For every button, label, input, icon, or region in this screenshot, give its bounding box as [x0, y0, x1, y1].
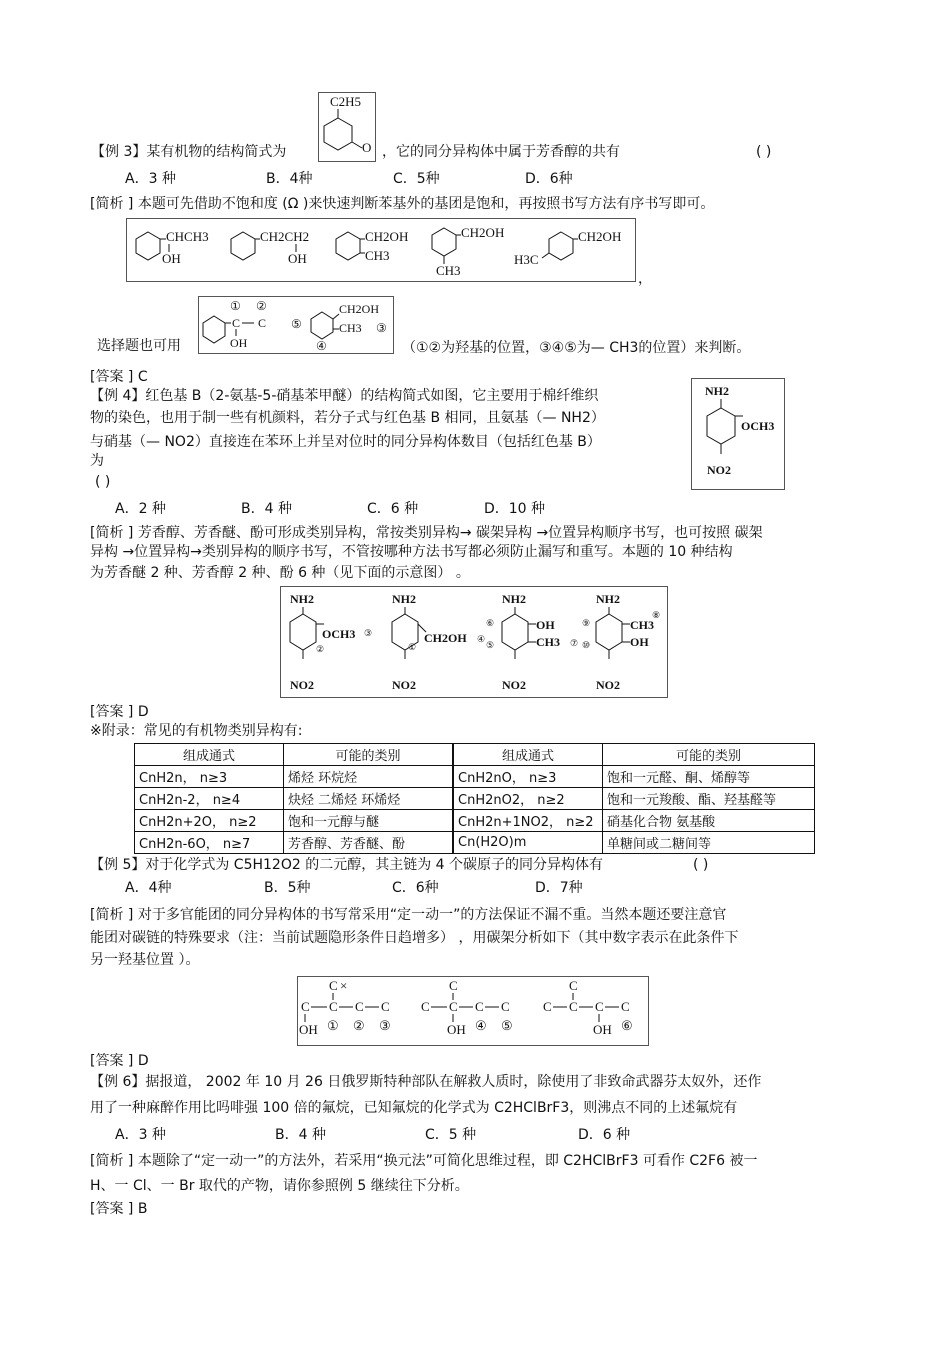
- table-row: [135, 788, 815, 810]
- svg-text:NH2: NH2: [596, 592, 620, 606]
- ex3-question: 【例 3】某有机物的结构简式为: [91, 144, 287, 160]
- svg-text:⑧: ⑧: [652, 610, 661, 620]
- svg-text:C: C: [569, 999, 578, 1014]
- table-cell: 饱和一元醇与醚: [284, 810, 454, 832]
- ex3-paren: ( ): [756, 144, 772, 160]
- ex4-line-3: 与硝基（— NO2）直接连在苯环上并呈对位时的同分异构体数目（包括红色基 B）: [90, 434, 601, 450]
- svg-text:CH3: CH3: [536, 635, 560, 649]
- svg-text:④: ④: [477, 634, 486, 644]
- ex4-analysis-1: [简析 ] 芳香醇、芳香醚、酚可形成类别异构，常按类别异构→ 碳架异构 →位置异构顺序书写，也可按照 碳架: [90, 525, 763, 541]
- ex3-question-structure: [318, 92, 376, 166]
- svg-text:①: ①: [327, 1018, 339, 1033]
- ex4-isomers-figure: [280, 586, 668, 702]
- table-cell: 炔烃 二烯烃 环烯烃: [284, 788, 454, 810]
- svg-text:×: ×: [340, 978, 348, 993]
- table-cell: CnH2n+2O， n≥2: [135, 810, 284, 832]
- svg-text:⑥: ⑥: [621, 1018, 633, 1033]
- ex5-analysis-3: 另一羟基位置 ）。: [90, 952, 200, 968]
- svg-text:④: ④: [475, 1018, 487, 1033]
- ex5-carbon-skeleton-figure: [297, 976, 649, 1050]
- svg-text:OCH3: OCH3: [741, 419, 775, 433]
- ex6-analysis-1: [简析 ] 本题除了“定一动一”的方法外，若采用“换元法”可简化思维过程，即 C2HClBrF3 可看作 C2F6 被一: [90, 1153, 758, 1169]
- svg-text:CH2OH: CH2OH: [461, 225, 505, 240]
- svg-text:CH2OH: CH2OH: [578, 229, 622, 244]
- ex6-option-a: A．3 种: [115, 1127, 166, 1143]
- svg-text:CH3: CH3: [365, 248, 390, 263]
- svg-text:①: ①: [408, 642, 417, 652]
- svg-text:C: C: [381, 999, 390, 1014]
- svg-text:⑤: ⑤: [501, 1018, 513, 1033]
- svg-text:⑨: ⑨: [582, 618, 591, 628]
- table-header: 组成通式: [453, 744, 603, 766]
- svg-text:NO2: NO2: [596, 678, 620, 692]
- ex5-option-a: A．4种: [125, 880, 172, 896]
- svg-text:C: C: [595, 999, 604, 1014]
- ex3-comma: ，: [638, 271, 652, 287]
- table-cell: CnH2n+1NO2， n≥2: [453, 810, 603, 832]
- ex3-question-tail: ，它的同分异构体中属于芳香醇的共有: [382, 144, 620, 160]
- svg-text:NH2: NH2: [392, 592, 416, 606]
- svg-text:OH: OH: [299, 1022, 318, 1037]
- table-cell: CnH2n-6O， n≥7: [135, 832, 284, 854]
- svg-text:NO2: NO2: [502, 678, 526, 692]
- svg-text:⑩: ⑩: [582, 640, 591, 650]
- table-header: 可能的类别: [284, 744, 454, 766]
- table-row: [135, 810, 815, 832]
- svg-text:C: C: [301, 999, 310, 1014]
- ex3-alt-suffix: （①②为羟基的位置，③④⑤为— CH3的位置）来判断。: [402, 340, 751, 356]
- ex3-mol-o: O: [362, 140, 372, 155]
- svg-text:C: C: [421, 999, 430, 1014]
- table-cell: 单糖间或二糖间等: [603, 832, 815, 854]
- ex6-answer: [答案 ] B: [90, 1201, 148, 1217]
- ex3-option-a: A．3 种: [125, 171, 176, 187]
- ex4-analysis-3: 为芳香醚 2 种、芳香醇 2 种、酚 6 种（见下面的示意图） 。: [90, 565, 470, 581]
- svg-text:OH: OH: [230, 336, 248, 350]
- ex4-paren: ( ): [95, 474, 111, 490]
- ex3-option-b: B．4种: [266, 171, 313, 187]
- isomer-class-table: [134, 743, 815, 854]
- table-cell: CnH2n-2， n≥4: [135, 788, 284, 810]
- ex4-structure-figure: [691, 378, 785, 494]
- ex4-option-b: B．4 种: [241, 501, 292, 517]
- svg-text:⑥: ⑥: [486, 618, 495, 628]
- ex3-alt-prefix: 选择题也可用: [97, 338, 181, 354]
- ex6-analysis-2: H、一 Cl、一 Br 取代的产物，请你参照例 5 继续往下分析。: [90, 1178, 469, 1194]
- svg-text:①: ①: [230, 299, 241, 313]
- svg-text:C: C: [232, 316, 241, 330]
- ex6-option-c: C．5 种: [425, 1127, 477, 1143]
- table-cell: 硝基化合物 氨基酸: [603, 810, 815, 832]
- table-cell: CnH2nO2， n≥2: [453, 788, 603, 810]
- ex4-option-d: D．10 种: [484, 501, 546, 517]
- svg-text:NH2: NH2: [290, 592, 314, 606]
- svg-text:C: C: [475, 999, 484, 1014]
- svg-text:NH2: NH2: [502, 592, 526, 606]
- table-header-row: [135, 744, 815, 766]
- table-row: [135, 832, 815, 854]
- svg-text:H3C: H3C: [514, 252, 539, 267]
- ex3-option-c: C．5种: [393, 171, 440, 187]
- svg-text:CH3: CH3: [339, 321, 362, 335]
- ex5-option-b: B．5种: [264, 880, 311, 896]
- ex5-analysis-2: 能团对碳链的特殊要求（注：当前试题隐形条件日趋增多） ，用碳架分析如下（其中数字表示在此条件下: [90, 930, 739, 946]
- svg-text:③: ③: [379, 1018, 391, 1033]
- ex3-isomer-figure: [126, 218, 636, 286]
- svg-text:CH2OH: CH2OH: [339, 302, 380, 316]
- svg-text:NO2: NO2: [392, 678, 416, 692]
- svg-text:C: C: [329, 999, 338, 1014]
- ex6-option-b: B．4 种: [275, 1127, 326, 1143]
- ex4-line-2: 物的染色，也用于制一些有机颜料，若分子式与红色基 B 相同，且氨基（— NH2）: [90, 410, 605, 426]
- svg-text:OH: OH: [593, 1022, 612, 1037]
- svg-text:OH: OH: [630, 635, 649, 649]
- svg-text:OH: OH: [447, 1022, 466, 1037]
- svg-text:CH3: CH3: [436, 263, 461, 278]
- ex5-analysis-1: [简析 ] 对于多官能团的同分异构体的书写常采用“定一动一”的方法保证不漏不重。当然本题还要注意官: [90, 907, 727, 923]
- svg-text:OH: OH: [536, 618, 555, 632]
- svg-text:⑦: ⑦: [570, 638, 579, 648]
- svg-text:②: ②: [316, 644, 325, 654]
- svg-text:C: C: [501, 999, 510, 1014]
- table-cell: 烯烃 环烷烃: [284, 766, 454, 788]
- svg-text:C: C: [569, 978, 578, 993]
- ex4-line-4: 为: [90, 453, 104, 469]
- svg-text:C: C: [329, 978, 338, 993]
- svg-text:②: ②: [353, 1018, 365, 1033]
- svg-text:⑤: ⑤: [486, 640, 495, 650]
- svg-text:NO2: NO2: [707, 463, 731, 477]
- ex4-option-a: A．2 种: [115, 501, 166, 517]
- svg-text:③: ③: [376, 321, 387, 335]
- ex4-analysis-2: 异构 →位置异构→类别异构的顺序书写，不管按哪种方法书写都必须防止漏写和重写。本题的 10 种结构: [90, 544, 733, 560]
- table-header: 组成通式: [135, 744, 284, 766]
- ex5-option-c: C．6种: [392, 880, 439, 896]
- ex3-answer: [答案 ] C: [90, 369, 148, 385]
- ex5-answer: [答案 ] D: [90, 1053, 149, 1069]
- svg-text:OH: OH: [288, 251, 307, 266]
- ex3-position-figure: [198, 296, 394, 358]
- svg-text:CH2CH2: CH2CH2: [260, 229, 310, 244]
- table-cell: CnH2n， n≥3: [135, 766, 284, 788]
- ex4-line-1: 【例 4】红色基 B（2-氨基-5-硝基苯甲醚）的结构简式如图，它主要用于棉纤维织: [90, 388, 599, 404]
- table-header: 可能的类别: [603, 744, 815, 766]
- table-cell: 饱和一元羧酸、酯、羟基醛等: [603, 788, 815, 810]
- svg-text:⑤: ⑤: [291, 317, 302, 331]
- ex6-line-1: 【例 6】据报道， 2002 年 10 月 26 日俄罗斯特种部队在解救人质时，除使用了非致命武器芬太奴外，还作: [90, 1074, 762, 1090]
- svg-text:OH: OH: [162, 251, 181, 266]
- ex4-option-c: C．6 种: [367, 501, 419, 517]
- appendix-title: ※附录：常见的有机物类别异构有:: [90, 723, 303, 739]
- svg-text:④: ④: [316, 339, 327, 353]
- svg-text:C: C: [621, 999, 630, 1014]
- table-row: [135, 766, 815, 788]
- svg-text:C: C: [258, 316, 267, 330]
- svg-text:CH3: CH3: [630, 618, 654, 632]
- svg-text:CH2OH: CH2OH: [424, 631, 467, 645]
- svg-text:OCH3: OCH3: [322, 627, 356, 641]
- table-cell: 饱和一元醛、酮、烯醇等: [603, 766, 815, 788]
- ex5-question: 【例 5】对于化学式为 C5H12O2 的二元醇，其主链为 4 个碳原子的同分异构体有: [90, 857, 604, 873]
- ex4-answer: [答案 ] D: [90, 704, 149, 720]
- table-cell: CnH2nO， n≥3: [453, 766, 603, 788]
- ex3-mol-sub: C2H5: [330, 94, 362, 109]
- svg-text:CH2OH: CH2OH: [365, 229, 409, 244]
- svg-text:②: ②: [256, 299, 267, 313]
- svg-text:CHCH3: CHCH3: [166, 229, 209, 244]
- table-cell: 芳香醇、芳香醚、酚: [284, 832, 454, 854]
- svg-text:C: C: [449, 978, 458, 993]
- svg-text:NO2: NO2: [290, 678, 314, 692]
- svg-text:③: ③: [364, 628, 373, 638]
- svg-text:C: C: [543, 999, 552, 1014]
- ex3-analysis: [简析 ] 本题可先借助不饱和度 (Ω )来快速判断苯基外的基团是饱和，再按照书写方法有序书写即可。: [90, 196, 715, 212]
- ex3-option-d: D．6种: [525, 171, 573, 187]
- ex6-option-d: D．6 种: [578, 1127, 631, 1143]
- svg-text:C: C: [355, 999, 364, 1014]
- ex6-line-2: 用了一种麻醉作用比吗啡强 100 倍的氟烷，已知氟烷的化学式为 C2HClBrF3，则沸点不同的上述氟烷有: [90, 1100, 738, 1116]
- table-cell: Cn(H2O)m: [453, 832, 603, 854]
- ex5-paren: ( ): [693, 857, 709, 873]
- svg-text:C: C: [449, 999, 458, 1014]
- ex5-option-d: D．7种: [535, 880, 583, 896]
- svg-text:NH2: NH2: [705, 384, 729, 398]
